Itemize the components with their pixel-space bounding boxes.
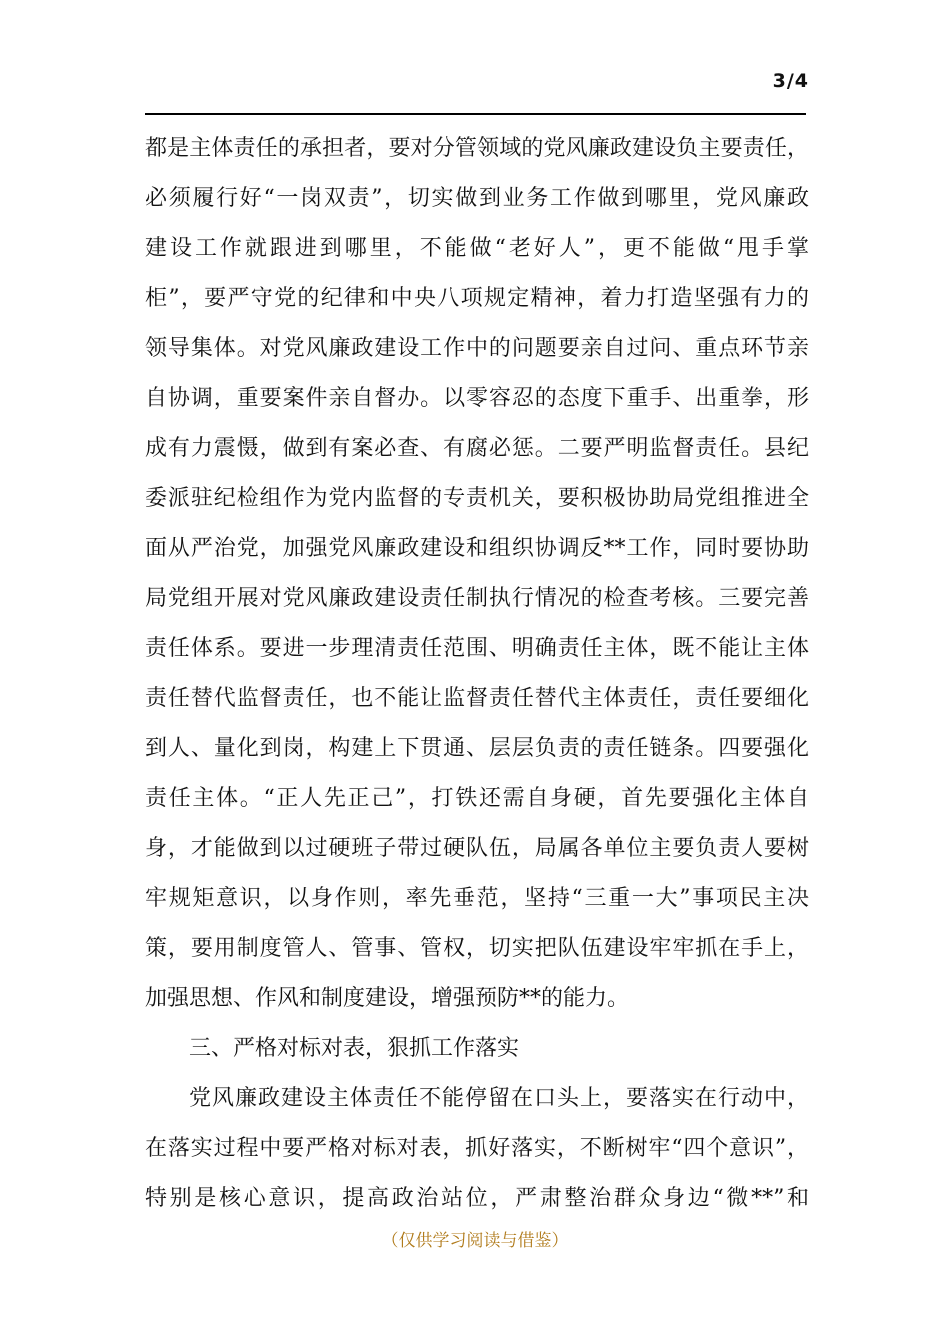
body-line: 自协调，重要案件亲自督办。以零容忍的态度下重手、出重拳，形 [145,386,809,411]
body-line: 责任体系。要进一步理清责任范围、明确责任主体，既不能让主体 [145,636,809,661]
footer-note: （仅供学习阅读与借鉴） [381,1231,569,1251]
body-line: 责任替代监督责任，也不能让监督责任替代主体责任，责任要细化 [145,686,809,711]
body-line: 柜”，要严守党的纪律和中央八项规定精神，着力打造坚强有力的 [145,286,809,311]
header-divider [145,113,806,115]
body-line: 身，才能做到以过硬班子带过硬队伍，局属各单位主要负责人要树 [145,836,809,861]
body-line: 成有力震慑，做到有案必查、有腐必惩。二要严明监督责任。县纪 [145,436,809,461]
body-line: 加强思想、作风和制度建设，增强预防**的能力。 [145,986,630,1011]
body-line: 建设工作就跟进到哪里，不能做“老好人”，更不能做“甩手掌 [145,236,809,261]
body-line: 必须履行好“一岗双责”，切实做到业务工作做到哪里，党风廉政 [145,186,809,211]
body-line: 到人、量化到岗，构建上下贯通、层层负责的责任链条。四要强化 [145,736,809,761]
body-line: 委派驻纪检组作为党内监督的专责机关，要积极协助局党组推进全 [145,486,809,511]
section-heading: 三、严格对标对表，狠抓工作落实 [189,1036,520,1061]
body-line: 都是主体责任的承担者，要对分管领域的党风廉政建设负主要责任， [145,136,809,161]
body-line: 特别是核心意识，提高政治站位，严肃整治群众身边“微**”和 [145,1186,809,1211]
body-line: 局党组开展对党风廉政建设责任制执行情况的检查考核。三要完善 [145,586,809,611]
body-line: 策，要用制度管人、管事、管权，切实把队伍建设牢牢抓在手上， [145,936,809,961]
body-line: 责任主体。“正人先正己”，打铁还需自身硬，首先要强化主体自 [145,786,809,811]
document-body [145,124,809,1224]
body-line: 牢规矩意识，以身作则，率先垂范，坚持“三重一大”事项民主决 [145,886,809,911]
body-line: 在落实过程中要严格对标对表，抓好落实，不断树牢“四个意识”， [145,1136,809,1161]
body-line: 面从严治党，加强党风廉政建设和组织协调反**工作，同时要协助 [145,536,809,561]
body-line: 党风廉政建设主体责任不能停留在口头上，要落实在行动中， [189,1086,809,1111]
page-number: 3/4 [772,70,809,92]
body-line: 领导集体。对党风廉政建设工作中的问题要亲自过问、重点环节亲 [145,336,809,361]
